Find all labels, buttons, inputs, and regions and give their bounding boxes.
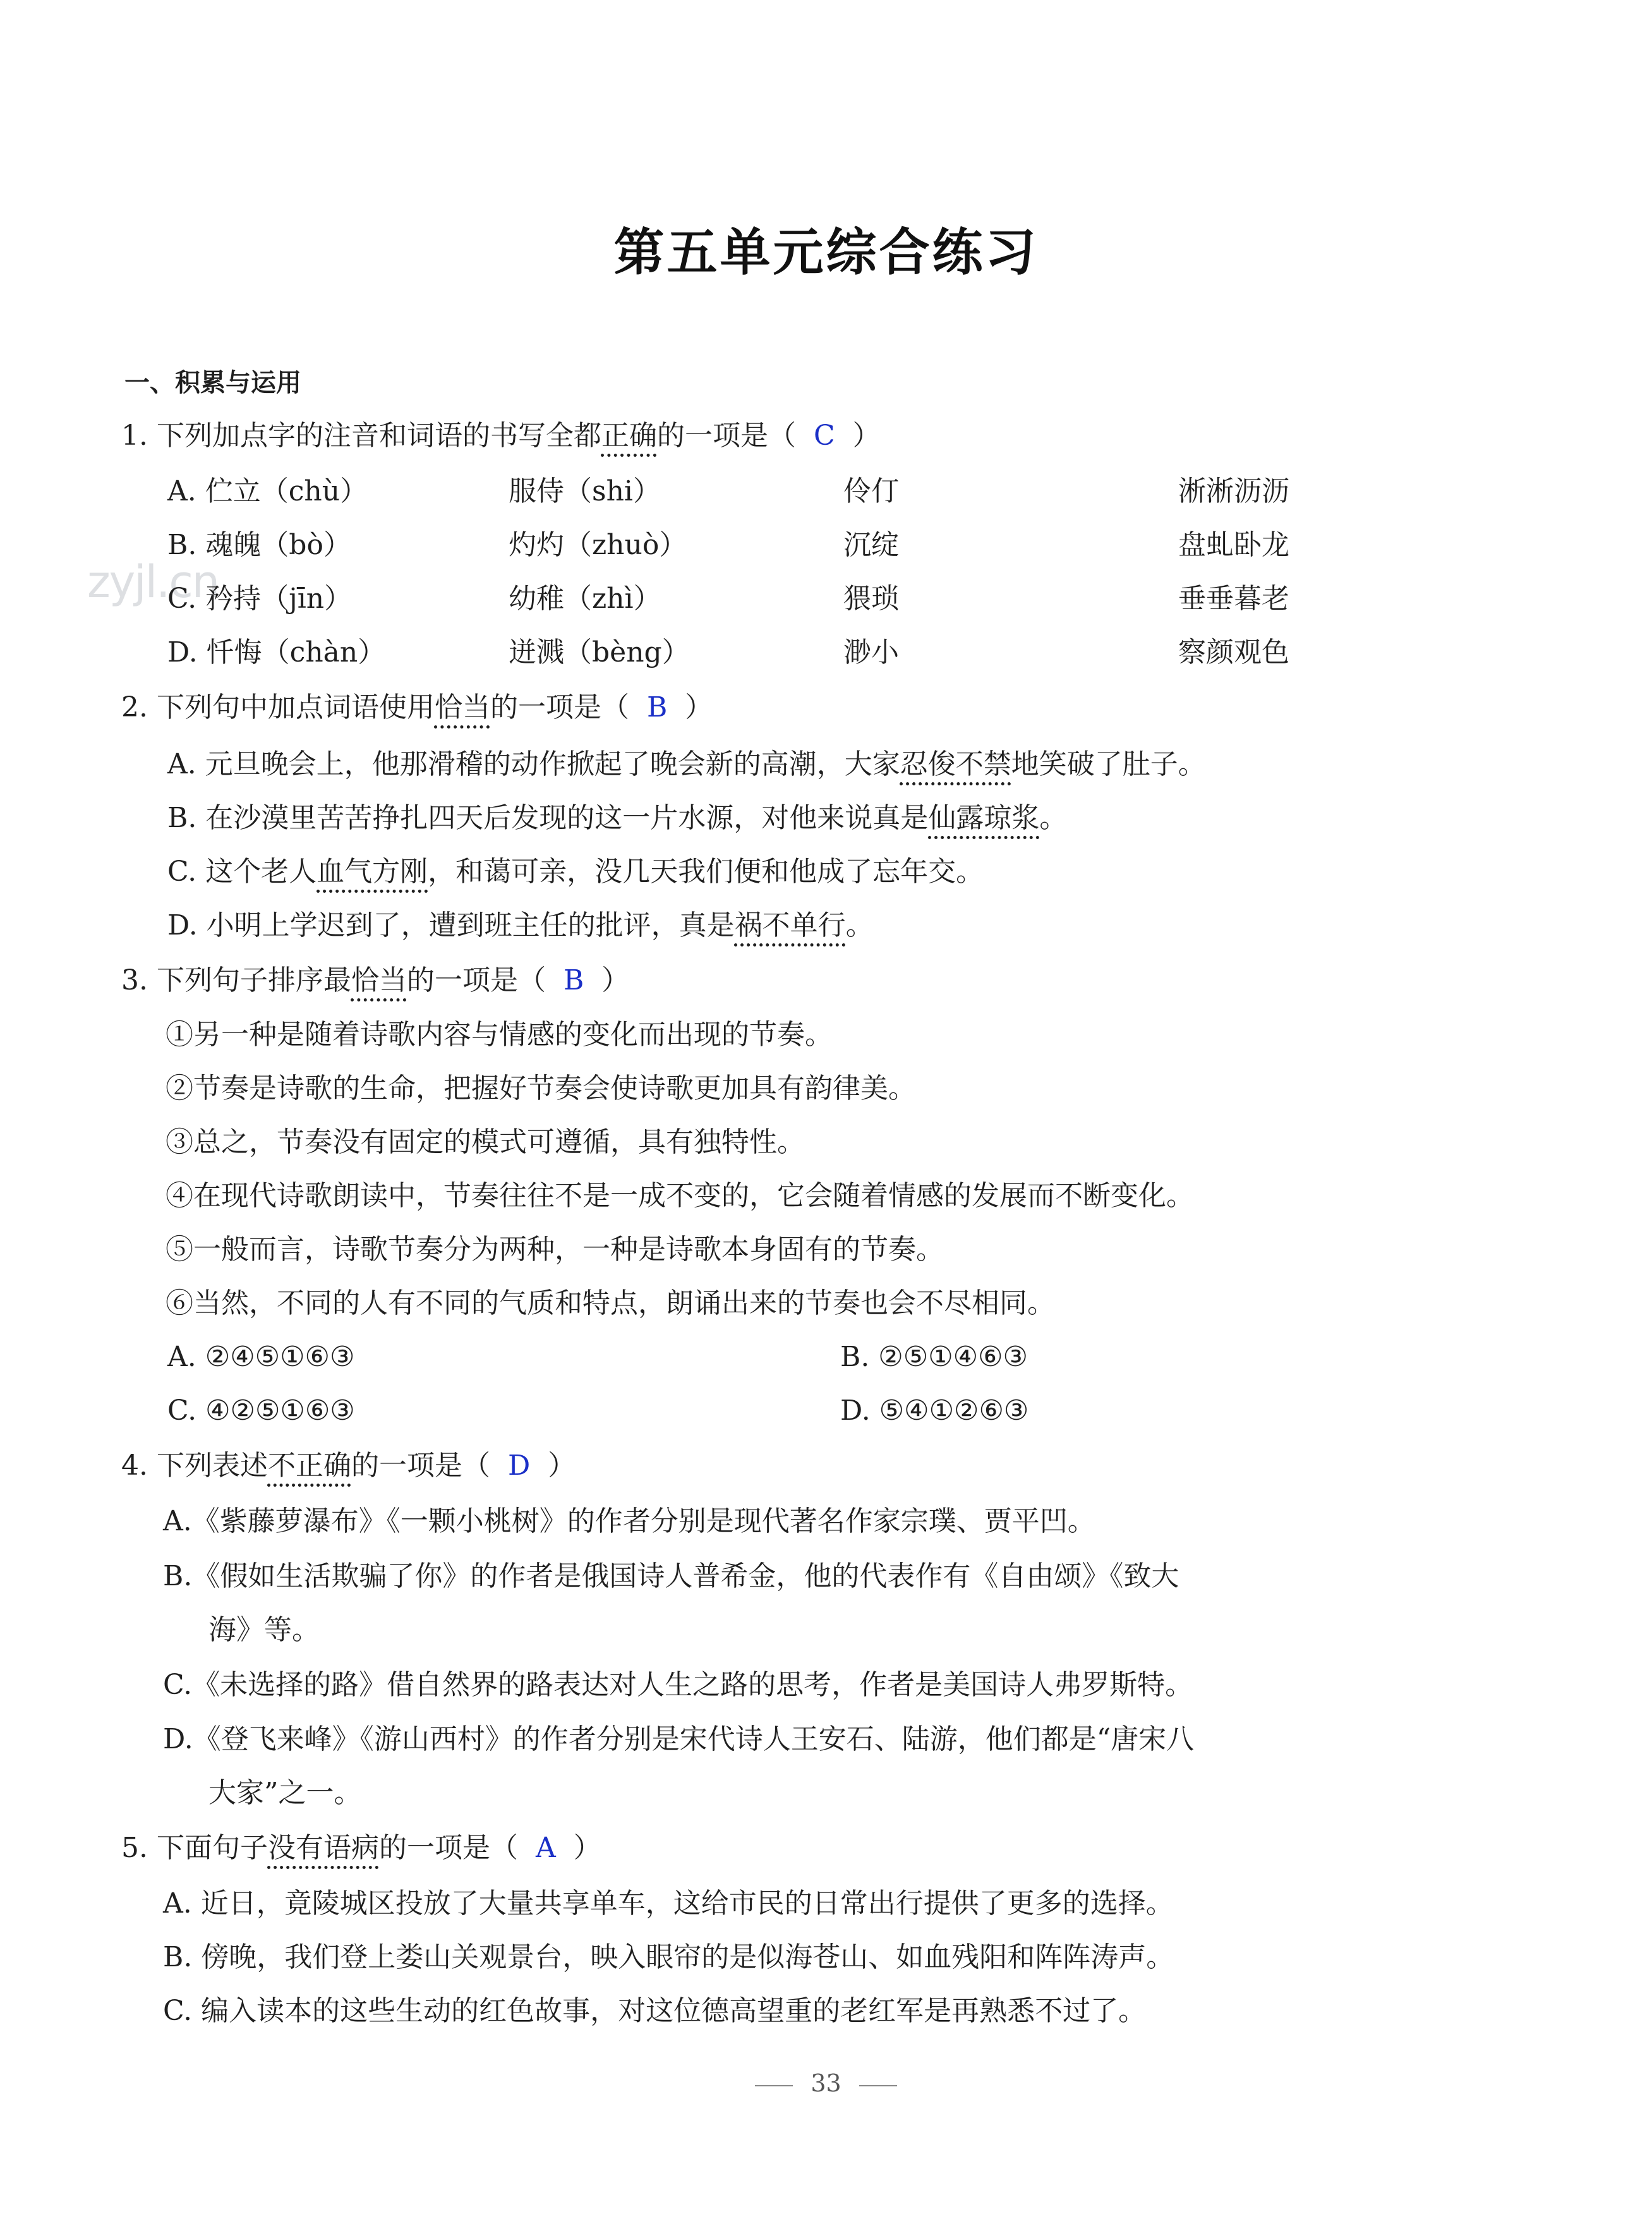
q4-option-b: B.《假如生活欺骗了你》的作者是俄国诗人普希金，他的代表作有《自由颂》《致大 (163, 1560, 1179, 1592)
dotted-word: 正确 (601, 420, 657, 452)
q1-option-d-4: 察颜观色 (1178, 636, 1289, 668)
answer-mark: A (535, 1832, 556, 1864)
q2-option-a: A. 元旦晚会上，他那滑稽的动作掀起了晚会新的高潮，大家忍俊不禁地笑破了肚子。 (167, 748, 1206, 780)
q5-option-b: B. 傍晚，我们登上娄山关观景台，映入眼帘的是似海苍山、如血残阳和阵阵涛声。 (163, 1941, 1174, 1973)
q3-choice-a: A. ②④⑤①⑥③ (167, 1341, 355, 1373)
page-title: 第五单元综合练习 (613, 223, 1039, 282)
question-4-stem: 4. 下列表述不正确的一项是（ D ） (121, 1449, 576, 1482)
q4-option-c: C.《未选择的路》借自然界的路表达对人生之路的思考，作者是美国诗人弗罗斯特。 (163, 1669, 1193, 1701)
section-heading: 一、积累与运用 (124, 368, 301, 397)
q3-sentence-1: ①另一种是随着诗歌内容与情感的变化而出现的节奏。 (166, 1019, 833, 1051)
q1-option-b-3: 沉绽 (843, 529, 899, 561)
footer-dash-right (859, 2085, 897, 2086)
q3-choice-c: C. ④②⑤①⑥③ (167, 1394, 355, 1427)
dotted-word: 祸不单行 (734, 909, 846, 941)
q2-option-c: C. 这个老人血气方刚，和蔼可亲，没几天我们便和他成了忘年交。 (167, 856, 984, 888)
q5-option-c: C. 编入读本的这些生动的红色故事，对这位德高望重的老红军是再熟悉不过了。 (163, 1995, 1147, 2027)
dotted-word: 仙露琼浆 (928, 802, 1040, 834)
q1-option-b-2: 灼灼（zhuò） (509, 529, 687, 561)
q1-option-b-1: B. 魂魄（bò） (167, 529, 351, 561)
q3-sentence-5: ⑤一般而言，诗歌节奏分为两种，一种是诗歌本身固有的节奏。 (166, 1233, 944, 1266)
dotted-word: 忍俊不禁 (900, 748, 1011, 780)
question-2-stem: 2. 下列句中加点词语使用恰当的一项是（ B ） (121, 691, 713, 723)
question-5-stem: 5. 下面句子没有语病的一项是（ A ） (121, 1832, 601, 1864)
page-number: 33 (811, 2069, 841, 2097)
q1-option-a-4: 淅淅沥沥 (1178, 475, 1289, 507)
answer-mark: B (646, 691, 668, 723)
q3-choice-d: D. ⑤④①②⑥③ (840, 1394, 1029, 1427)
q4-option-d-cont: 大家”之一。 (208, 1777, 362, 1809)
question-1-stem: 1. 下列加点字的注音和词语的书写全都正确的一项是（ C ） (121, 420, 881, 452)
watermark: zyjl.cn (87, 556, 219, 608)
question-3-stem: 3. 下列句子排序最恰当的一项是（ B ） (121, 964, 630, 996)
q2-option-d: D. 小明上学迟到了，遭到班主任的批评，真是祸不单行。 (167, 909, 874, 941)
answer-mark: D (507, 1449, 531, 1482)
q1-option-d-2: 迸溅（bèng） (509, 636, 690, 668)
q3-sentence-6: ⑥当然，不同的人有不同的气质和特点，朗诵出来的节奏也会不尽相同。 (166, 1287, 1055, 1319)
q3-sentence-4: ④在现代诗歌朗读中，节奏往往不是一成不变的，它会随着情感的发展而不断变化。 (166, 1180, 1194, 1212)
q3-sentence-2: ②节奏是诗歌的生命，把握好节奏会使诗歌更加具有韵律美。 (166, 1072, 916, 1104)
dotted-word: 没有语病 (267, 1832, 379, 1864)
q1-option-a-3: 伶仃 (843, 475, 899, 507)
page-footer (0, 2069, 1652, 2097)
q2-option-b: B. 在沙漠里苦苦挣扎四天后发现的这一片水源，对他来说真是仙露琼浆。 (167, 802, 1068, 834)
q1-option-d-1: D. 忏悔（chàn） (167, 636, 386, 668)
dotted-word: 恰当 (434, 691, 490, 723)
q1-option-b-4: 盘虬卧龙 (1178, 529, 1289, 561)
q1-option-c-2: 幼稚（zhì） (509, 583, 661, 615)
q4-option-a: A.《紫藤萝瀑布》《一颗小桃树》的作者分别是现代著名作家宗璞、贾平凹。 (163, 1505, 1095, 1537)
answer-mark: C (813, 420, 835, 452)
q1-option-d-3: 渺小 (843, 636, 899, 668)
q4-option-d: D.《登飞来峰》《游山西村》的作者分别是宋代诗人王安石、陆游，他们都是“唐宋八 (163, 1723, 1195, 1755)
q1-option-c-4: 垂垂暮老 (1178, 583, 1289, 615)
dotted-word: 恰当 (351, 964, 407, 996)
dotted-word: 不正确 (267, 1449, 351, 1482)
q1-option-c-1: C. 矜持（jīn） (167, 583, 353, 615)
q1-option-a-1: A. 伫立（chù） (167, 475, 368, 507)
q3-choice-b: B. ②⑤①④⑥③ (840, 1341, 1028, 1373)
footer-dash-left (755, 2085, 793, 2086)
dotted-word: 血气方刚 (317, 856, 428, 888)
q5-option-a: A. 近日，竟陵城区投放了大量共享单车，这给市民的日常出行提供了更多的选择。 (163, 1887, 1174, 1920)
q1-option-a-2: 服侍（shi） (509, 475, 661, 507)
answer-mark: B (563, 964, 584, 996)
q1-option-c-3: 猥琐 (843, 583, 899, 615)
q3-sentence-3: ③总之，节奏没有固定的模式可遵循，具有独特性。 (166, 1126, 805, 1158)
q4-option-b-cont: 海》等。 (208, 1614, 320, 1646)
